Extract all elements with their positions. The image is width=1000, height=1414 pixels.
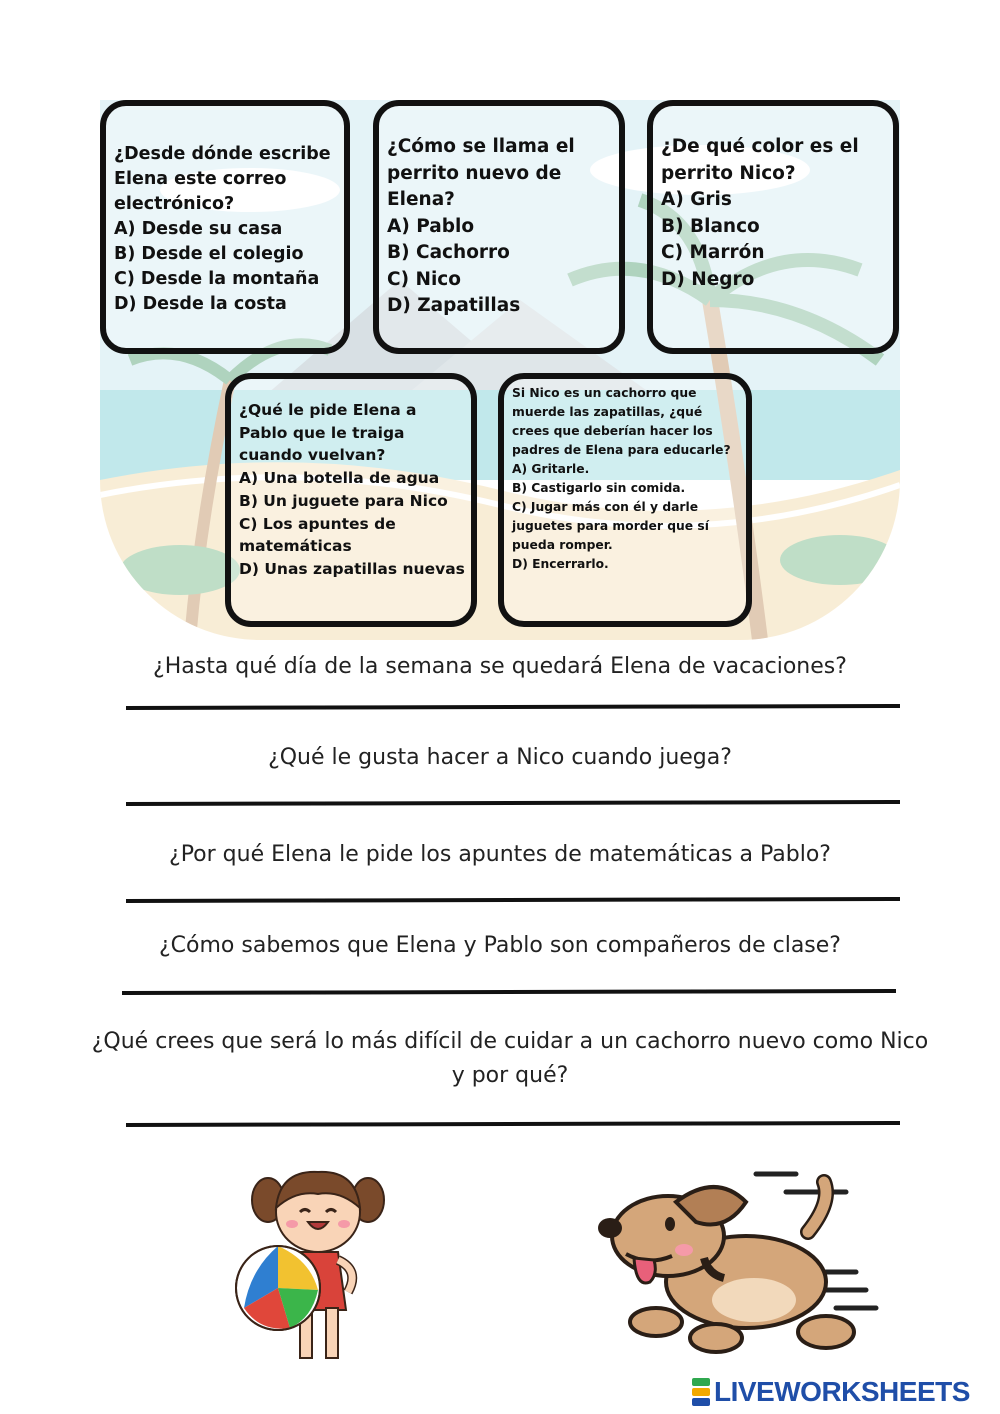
open-question-5: ¿Qué crees que será lo más difícil de cuidar a un cachorro nuevo como Nico y por qué? (91, 1029, 929, 1088)
option-b[interactable]: B) Castigarlo sin comida. (512, 481, 686, 495)
option-d[interactable]: D) Desde la costa (114, 294, 287, 314)
option-d[interactable]: D) Unas zapatillas nuevas (239, 559, 465, 578)
running-dog-illustration (596, 1162, 896, 1374)
option-c[interactable]: C) Marrón (661, 242, 765, 263)
question-text: ¿Qué le pide Elena a Pablo que le traiga cuando vuelvan? (239, 401, 417, 465)
answer-line-1[interactable] (126, 704, 900, 710)
question-text: ¿Cómo se llama el perrito nuevo de Elena? (387, 136, 575, 210)
question-card-4 (225, 373, 477, 627)
option-c[interactable]: C) Desde la montaña (114, 269, 320, 289)
question-text: ¿Desde dónde escribe Elena este correo electrónico? (114, 144, 331, 214)
option-a[interactable]: A) Desde su casa (114, 219, 283, 239)
open-question-3: ¿Por qué Elena le pide los apuntes de matemáticas a Pablo? (169, 842, 831, 867)
option-c[interactable]: C) Jugar más con él y darle juguetes para morder que sí pueda romper. (512, 500, 709, 552)
question-text: Si Nico es un cachorro que muerde las zapatillas, ¿qué crees que deberían hacer los padres de Elena para educarle? (512, 386, 731, 457)
question-card-2 (373, 100, 625, 354)
open-question-1: ¿Hasta qué día de la semana se quedará Elena de vacaciones? (153, 654, 847, 679)
open-question-4: ¿Cómo sabemos que Elena y Pablo son compañeros de clase? (159, 933, 841, 958)
logo-text: LIVEWORKSHEETS (714, 1376, 970, 1407)
option-b[interactable]: B) Blanco (661, 215, 760, 237)
option-b[interactable]: B) Cachorro (387, 242, 510, 263)
liveworksheets-logo (692, 1376, 992, 1408)
question-card-3 (647, 100, 899, 354)
question-card-5 (498, 373, 752, 627)
girl-with-beach-ball-illustration (230, 1160, 390, 1365)
logo-mark-icon (692, 1378, 710, 1406)
open-question-2: ¿Qué le gusta hacer a Nico cuando juega? (268, 745, 732, 770)
option-d[interactable]: D) Zapatillas (387, 295, 521, 316)
option-d[interactable]: D) Negro (661, 268, 755, 290)
answer-line-4[interactable] (122, 989, 896, 995)
question-card-1 (100, 100, 350, 354)
option-a[interactable]: A) Una botella de agua (239, 469, 440, 488)
answer-line-3[interactable] (126, 897, 900, 903)
option-b[interactable]: B) Desde el colegio (114, 244, 304, 264)
option-c[interactable]: C) Los apuntes de matemáticas (239, 514, 396, 556)
option-a[interactable]: A) Gritarle. (512, 462, 590, 476)
option-d[interactable]: D) Encerrarlo. (512, 557, 609, 571)
option-c[interactable]: C) Nico (387, 268, 461, 290)
option-a[interactable]: A) Pablo (387, 215, 475, 237)
answer-line-5[interactable] (126, 1121, 900, 1127)
answer-line-2[interactable] (126, 800, 900, 806)
option-a[interactable]: A) Gris (661, 189, 732, 210)
option-b[interactable]: B) Un juguete para Nico (239, 491, 448, 510)
question-text: ¿De qué color es el perrito Nico? (661, 136, 859, 184)
